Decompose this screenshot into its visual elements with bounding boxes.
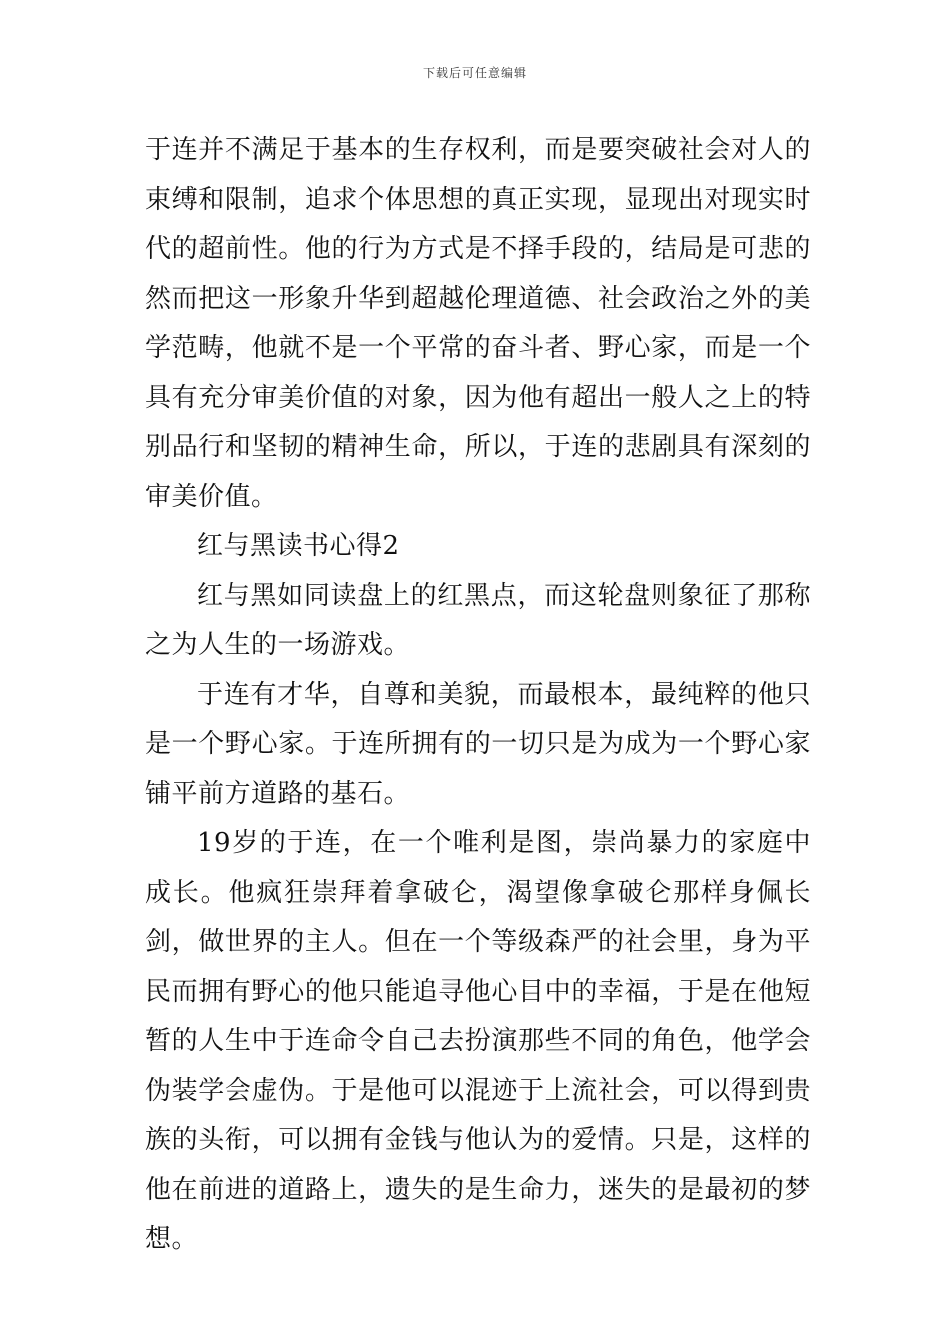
document-body — [145, 126, 811, 1265]
paragraph: 于连有才华，自尊和美貌，而最根本，最纯粹的他只是一个野心家。于连所拥有的一切只是为成为一个野心家铺平前方道路的基石。 — [145, 679, 811, 809]
paragraph: 19岁的于连，在一个唯利是图，崇尚暴力的家庭中成长。他疯狂崇拜着拿破仑，渴望像拿破仑那样身佩长剑，做世界的主人。但在一个等级森严的社会里，身为平民而拥有野心的他只能追寻他心目中的幸福，于是在他短暂的人生中于连命令自己去扮演那些不同的角色，他学会伪装学会虚伪。于是他可以混迹于上流社会，可以得到贵族的头衔，可以拥有金钱与他认为的爱情。只是，这样的他在前进的道路上，遗失的是生命力，迷失的是最初的梦想。 — [145, 828, 811, 1254]
section-heading: 红与黑读书心得2 — [197, 531, 400, 561]
page-header: 下载后可任意编辑 — [422, 66, 527, 80]
paragraph-continuation: 于连并不满足于基本的生存权利，而是要突破社会对人的束缚和限制，追求个体思想的真正实现，显现出对现实时代的超前性。他的行为方式是不择手段的，结局是可悲的然而把这一形象升华到超越伦理道德、社会政治之外的美学范畴，他就不是一个平常的奋斗者、野心家，而是一个具有充分审美价值的对象，因为他有超出一般人之上的特别品行和坚韧的精神生命，所以，于连的悲剧具有深刻的审美价值。 — [145, 135, 811, 512]
paragraph: 红与黑如同读盘上的红黑点，而这轮盘则象征了那称之为人生的一场游戏。 — [145, 580, 811, 660]
